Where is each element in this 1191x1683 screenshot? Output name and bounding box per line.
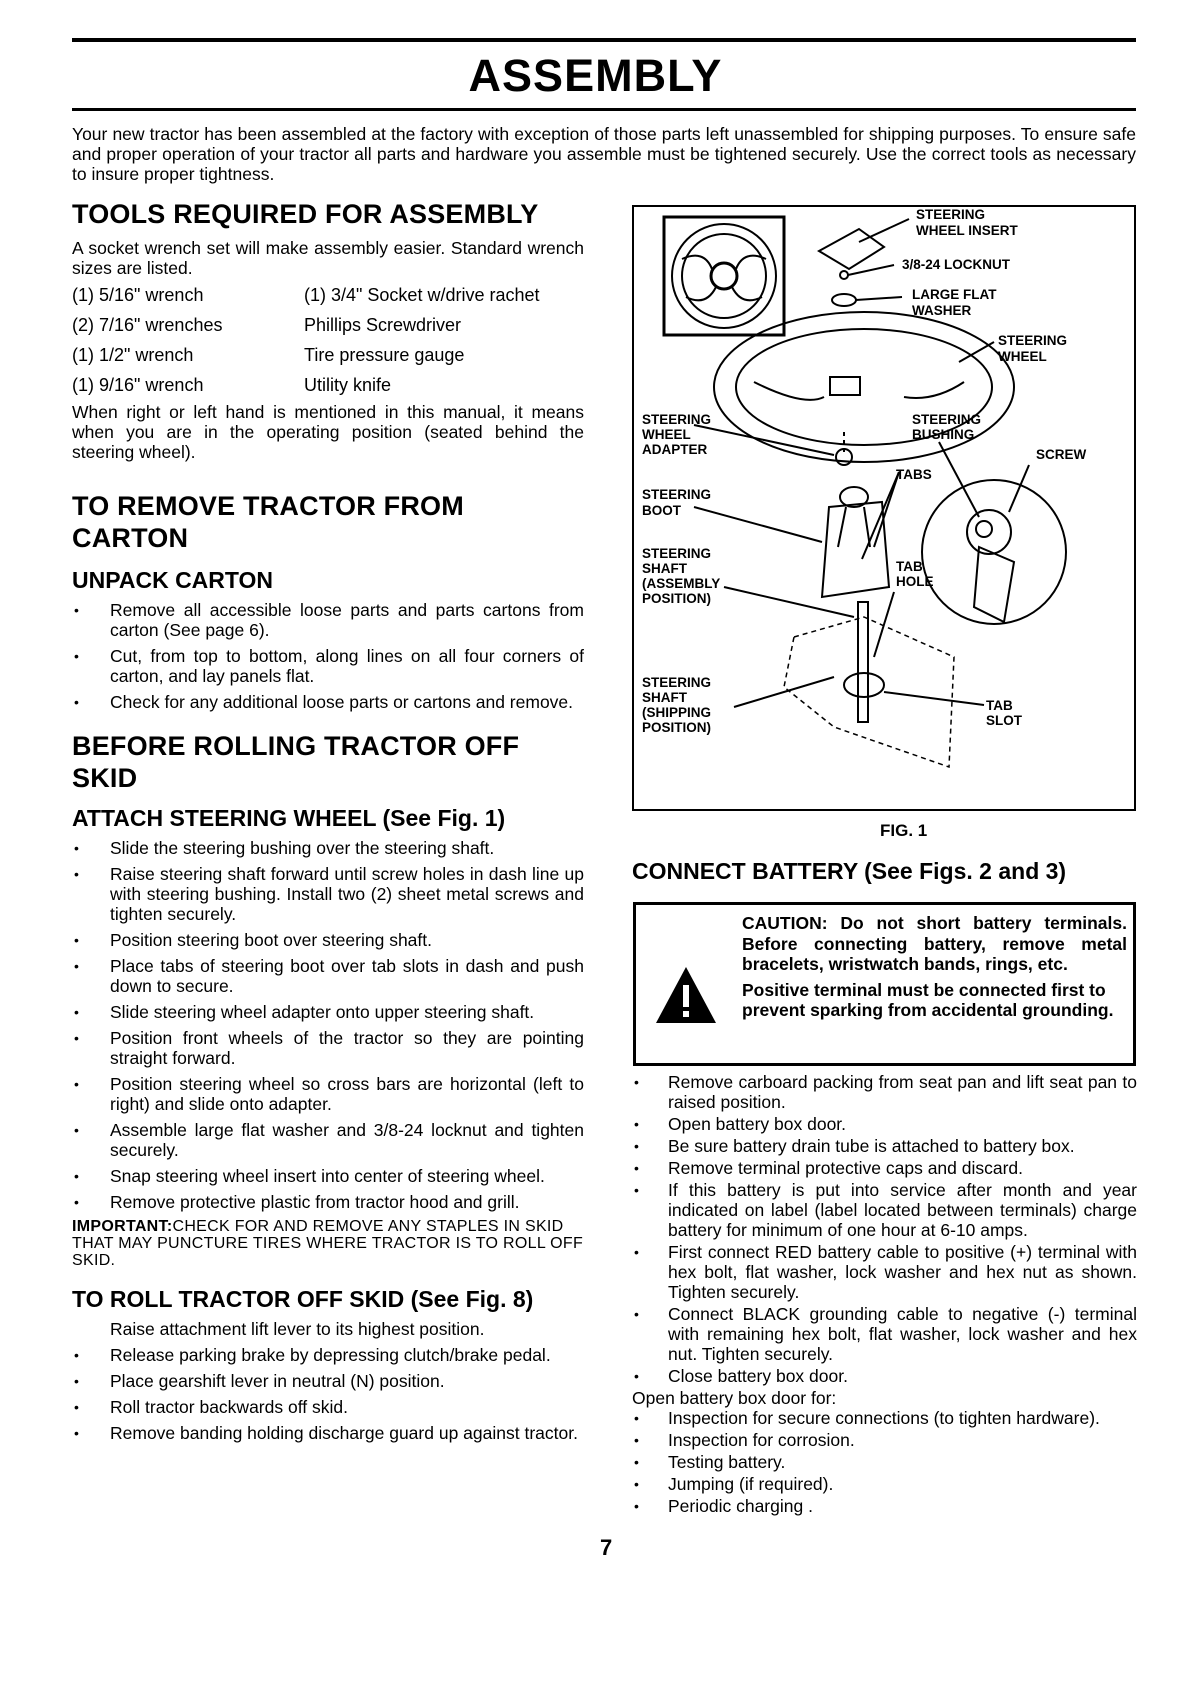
label-locknut: 3/8-24 LOCKNUT	[902, 257, 1011, 272]
tool-item: Tire pressure gauge	[304, 345, 465, 365]
roll-intro: Raise attachment lift lever to its highest position.	[110, 1319, 485, 1339]
important-label: IMPORTANT:	[72, 1218, 173, 1235]
label-screw: SCREW	[1036, 447, 1087, 462]
tools-heading: TOOLS REQUIRED FOR ASSEMBLY	[72, 199, 539, 229]
label-shaft: SHAFT	[642, 690, 687, 705]
label-position: POSITION)	[642, 591, 712, 606]
battery-section	[632, 857, 1137, 885]
label-wheel: WHEEL	[642, 427, 691, 442]
attach-subheading: ATTACH STEERING WHEEL (See Fig. 1)	[72, 805, 506, 831]
intro-paragraph	[72, 124, 1136, 184]
list-item: • Open battery box door.	[632, 1114, 1137, 1134]
intro-text: Your new tractor has been assembled at the factory with exception of those parts left unassembled for shipping purposes. To ensure safe and proper operation of your tractor all parts and hardware you assemble must be tightened securely. Use the correct tools as necessary to insure proper tightness.	[72, 124, 1136, 184]
unpack-list	[72, 600, 584, 712]
label-shaft: SHAFT	[642, 561, 687, 576]
label-steering: STEERING	[642, 487, 712, 502]
label-steering: STEERING	[642, 675, 712, 690]
label-steering: STEERING	[916, 207, 986, 222]
list-item: • Inspection for secure connections (to tighten hardware).	[632, 1408, 1137, 1428]
list-item: • Slide steering wheel adapter onto upper steering shaft.	[72, 1002, 584, 1022]
list-item: • Raise steering shaft forward until screw holes in dash line up with steering bushing. Install two (2) sheet metal screws and tighten securely.	[72, 864, 584, 924]
list-item: • Release parking brake by depressing clutch/brake pedal.	[72, 1345, 584, 1365]
list-item: • Remove protective plastic from tractor hood and grill.	[72, 1192, 584, 1212]
list-item: • Remove banding holding discharge guard up against tractor.	[72, 1423, 584, 1443]
tool-item: Utility knife	[304, 375, 392, 395]
list-item: • Place gearshift lever in neutral (N) position.	[72, 1371, 584, 1391]
list-item: • Remove all accessible loose parts and parts cartons from carton (See page 6).	[72, 600, 584, 640]
list-item: • Check for any additional loose parts or cartons and remove.	[72, 692, 584, 712]
list-item: • Position front wheels of the tractor so they are pointing straight forward.	[72, 1028, 584, 1068]
tools-list	[72, 280, 584, 400]
label-steering: STEERING	[642, 546, 712, 561]
label-washer: WASHER	[912, 303, 972, 318]
label-boot: BOOT	[642, 503, 681, 518]
battery-steps	[632, 1072, 1137, 1518]
battery-heading: CONNECT BATTERY (See Figs. 2 and 3)	[632, 858, 1067, 884]
list-item: • Cut, from top to bottom, along lines on all four corners of carton, and lay panels flat.	[72, 646, 584, 686]
attach-list	[72, 838, 584, 1212]
caution-paragraph: CAUTION: Do not short battery terminals. Before connecting battery, remove metal bracelets, wristwatch bands, rings, etc.	[742, 913, 1127, 974]
remove-heading: TO REMOVE TRACTOR FROM CARTON	[72, 491, 464, 553]
tool-item: (1) 9/16" wrench	[72, 375, 204, 395]
tool-item: (2) 7/16" wrenches	[72, 315, 223, 335]
list-item: • Position steering boot over steering shaft.	[72, 930, 584, 950]
battery-list	[632, 1072, 1137, 1386]
label-tab: TAB	[896, 559, 923, 574]
before-heading: BEFORE ROLLING TRACTOR OFF SKID	[72, 731, 520, 793]
figure-caption: FIG. 1	[880, 821, 928, 840]
open-for-label: Open battery box door for:	[632, 1388, 837, 1408]
tool-item: Phillips Screwdriver	[304, 315, 462, 335]
label-hole: HOLE	[896, 574, 934, 589]
caution-paragraph: Positive terminal must be connected first to prevent sparking from accidental grounding.	[742, 979, 1114, 1020]
important-text: CHECK FOR AND REMOVE ANY STAPLES IN SKID THAT MAY PUNCTURE TIRES WHERE TRACTOR IS TO ROLL OFF SKID.	[72, 1218, 584, 1269]
label-wheel-insert: WHEEL INSERT	[916, 223, 1018, 238]
roll-list	[72, 1345, 584, 1443]
label-adapter: ADAPTER	[642, 442, 708, 457]
list-item: • If this battery is put into service after month and year indicated on label (label located between terminals) charge battery for minimum of one hour at 6-10 amps.	[632, 1180, 1137, 1240]
label-steering: STEERING	[912, 412, 982, 427]
list-item: • Slide the steering bushing over the steering shaft.	[72, 838, 584, 858]
list-item: • Testing battery.	[632, 1452, 1137, 1472]
steering-assembly-diagram	[634, 207, 1134, 809]
left-column	[72, 198, 584, 1449]
title-rule	[72, 108, 1136, 111]
important-note	[72, 1218, 584, 1269]
list-item: • Periodic charging .	[632, 1496, 1137, 1516]
tool-item: (1) 3/4" Socket w/drive rachet	[304, 285, 540, 305]
label-steering: STEERING	[642, 412, 712, 427]
label-large-flat: LARGE FLAT	[912, 287, 997, 302]
caution-box	[633, 902, 1136, 1066]
open-for-list	[632, 1408, 1137, 1516]
list-item: • Position steering wheel so cross bars are horizontal (left to right) and slide onto adapter.	[72, 1074, 584, 1114]
list-item: • Jumping (if required).	[632, 1474, 1137, 1494]
list-item: • Snap steering wheel insert into center of steering wheel.	[72, 1166, 584, 1186]
warning-icon	[654, 965, 718, 1025]
label-slot: SLOT	[986, 713, 1022, 728]
hand-note: When right or left hand is mentioned in this manual, it means when you are in the operating position (seated behind the steering wheel).	[72, 402, 584, 462]
list-item: • Be sure battery drain tube is attached to battery box.	[632, 1136, 1137, 1156]
list-item: • Remove terminal protective caps and discard.	[632, 1158, 1137, 1178]
list-item: • Assemble large flat washer and 3/8-24 locknut and tighten securely.	[72, 1120, 584, 1160]
list-item: • Roll tractor backwards off skid.	[72, 1397, 584, 1417]
label-wheel: WHEEL	[998, 349, 1047, 364]
list-item: • First connect RED battery cable to positive (+) terminal with hex bolt, flat washer, lock washer and hex nut as shown. Tighten securely.	[632, 1242, 1137, 1302]
tools-intro: A socket wrench set will make assembly easier. Standard wrench sizes are listed.	[72, 238, 584, 278]
tool-item: (1) 5/16" wrench	[72, 285, 204, 305]
label-tabs: TABS	[896, 467, 932, 482]
page-title: ASSEMBLY	[468, 50, 723, 101]
caution-text	[742, 913, 1127, 1026]
label-position: POSITION)	[642, 720, 712, 735]
figure-1	[632, 205, 1136, 811]
page-number: 7	[600, 1535, 613, 1560]
list-item: • Close battery box door.	[632, 1366, 1137, 1386]
label-steering: STEERING	[998, 333, 1068, 348]
label-assembly: (ASSEMBLY	[642, 576, 721, 591]
tool-item: (1) 1/2" wrench	[72, 345, 194, 365]
unpack-subheading: UNPACK CARTON	[72, 567, 274, 593]
list-item: • Remove carboard packing from seat pan and lift seat pan to raised position.	[632, 1072, 1137, 1112]
list-item: • Place tabs of steering boot over tab slots in dash and push down to secure.	[72, 956, 584, 996]
list-item: • Connect BLACK grounding cable to negative (-) terminal with remaining hex bolt, flat washer, lock washer and hex nut. Tighten securely.	[632, 1304, 1137, 1364]
top-rule	[72, 38, 1136, 42]
list-item: • Inspection for corrosion.	[632, 1430, 1137, 1450]
label-tab: TAB	[986, 698, 1013, 713]
label-shipping: (SHIPPING	[642, 705, 712, 720]
roll-subheading: TO ROLL TRACTOR OFF SKID (See Fig. 8)	[72, 1286, 534, 1312]
label-bushing: BUSHING	[912, 427, 975, 442]
